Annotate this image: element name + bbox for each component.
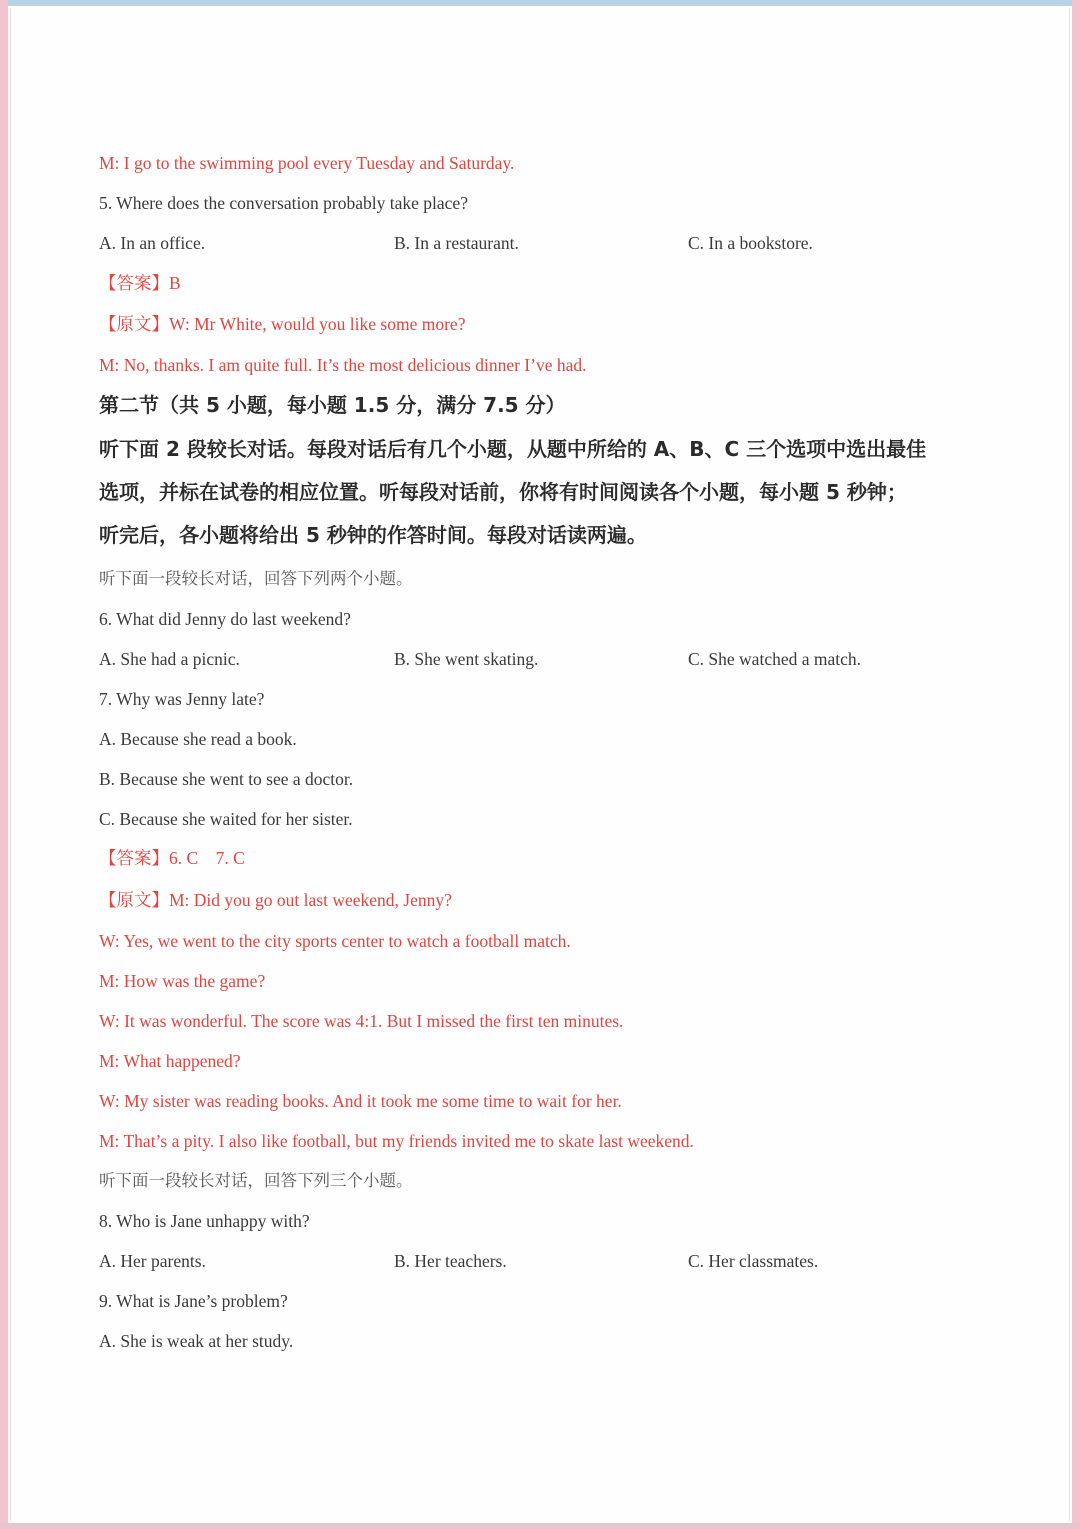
transcript-line: W: My sister was reading books. And it took me some time to wait for her.	[99, 1091, 622, 1111]
dialog-intro: 听下面一段较长对话，回答下列三个小题。	[99, 1171, 413, 1190]
answer-tag: 【答案】	[99, 848, 169, 868]
page-frame-left	[0, 0, 8, 1529]
question-5: 5. Where does the conversation probably take place?	[99, 193, 468, 213]
transcript-line: M: That’s a pity. I also like football, but my friends invited me to skate last weekend.	[99, 1131, 694, 1151]
option-b: B. Her teachers.	[394, 1251, 507, 1271]
page-frame-top	[0, 0, 1080, 6]
option-c: C. In a bookstore.	[688, 233, 813, 253]
original-text-6-7	[99, 888, 452, 912]
original-text-5	[99, 312, 465, 336]
option-a: A. She is weak at her study.	[99, 1331, 294, 1351]
question-5-options	[99, 231, 999, 255]
transcript-line: M: No, thanks. I am quite full. It’s the most delicious dinner I’ve had.	[99, 355, 587, 375]
option-a: A. In an office.	[99, 233, 206, 253]
dialog-intro: 听下面一段较长对话，回答下列两个小题。	[99, 569, 413, 588]
instructions-line: 听下面 2 段较长对话。每段对话后有几个小题，从题中所给的 A、B、C 三个选项中选出最佳	[99, 437, 927, 461]
transcript-line: W: Yes, we went to the city sports center to watch a football match.	[99, 931, 571, 951]
transcript-line: W: Mr White, would you like some more?	[169, 314, 466, 334]
option-b: B. In a restaurant.	[394, 233, 519, 253]
question-8-options	[99, 1249, 999, 1273]
question-8: 8. Who is Jane unhappy with?	[99, 1211, 310, 1231]
original-tag: 【原文】	[99, 890, 169, 910]
question-9: 9. What is Jane’s problem?	[99, 1291, 288, 1311]
option-b: B. She went skating.	[394, 649, 539, 669]
option-c: C. Because she waited for her sister.	[99, 809, 353, 829]
option-c: C. She watched a match.	[688, 649, 862, 669]
answer-value: B	[169, 273, 181, 293]
option-a: A. Her parents.	[99, 1251, 206, 1271]
transcript-line: M: What happened?	[99, 1051, 241, 1071]
page-frame-bottom	[0, 1523, 1080, 1529]
question-6: 6. What did Jenny do last weekend?	[99, 609, 351, 629]
transcript-line: M: How was the game?	[99, 971, 266, 991]
answer-6-7	[99, 846, 245, 870]
question-7: 7. Why was Jenny late?	[99, 689, 265, 709]
answer-5	[99, 271, 181, 295]
transcript-line: M: Did you go out last weekend, Jenny?	[169, 890, 452, 910]
answer-value: 6. C 7. C	[169, 848, 245, 868]
instructions-line: 听完后，各小题将给出 5 秒钟的作答时间。每段对话读两遍。	[99, 523, 647, 547]
original-tag: 【原文】	[99, 314, 169, 334]
option-a: A. Because she read a book.	[99, 729, 297, 749]
answer-tag: 【答案】	[99, 273, 169, 293]
section-title: 第二节（共 5 小题，每小题 1.5 分，满分 7.5 分）	[99, 393, 566, 417]
question-6-options	[99, 647, 999, 671]
option-a: A. She had a picnic.	[99, 649, 240, 669]
transcript-line: M: I go to the swimming pool every Tuesday and Saturday.	[99, 153, 515, 173]
page-frame-right	[1072, 0, 1080, 1529]
option-b: B. Because she went to see a doctor.	[99, 769, 354, 789]
transcript-line: W: It was wonderful. The score was 4:1. But I missed the first ten minutes.	[99, 1011, 624, 1031]
option-c: C. Her classmates.	[688, 1251, 819, 1271]
instructions-line: 选项，并标在试卷的相应位置。听每段对话前，你将有时间阅读各个小题，每小题 5 秒钟；	[99, 480, 907, 504]
